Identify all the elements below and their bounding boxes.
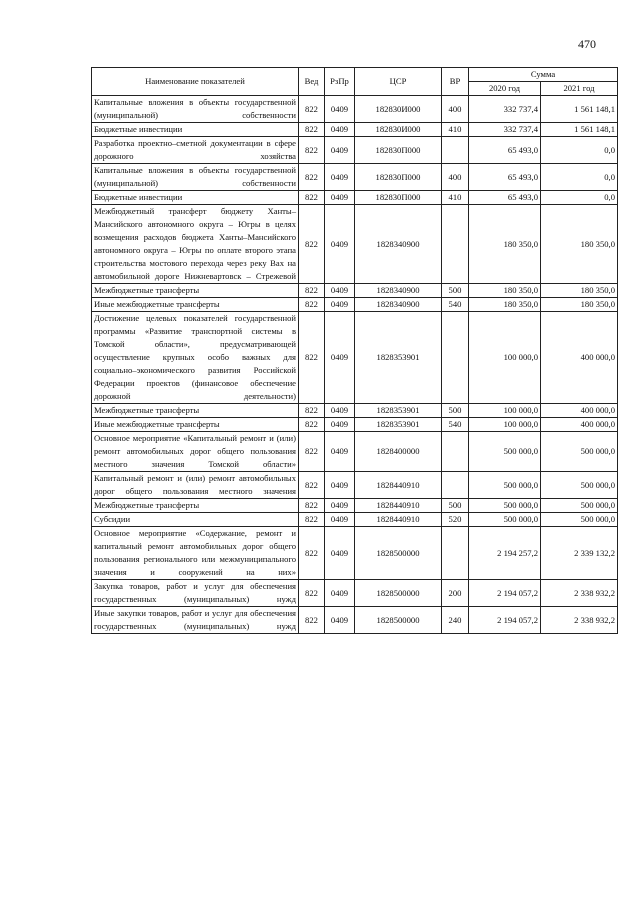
row-sum-2021: 1 561 148,1 xyxy=(541,96,618,123)
table-row xyxy=(92,298,618,312)
row-vr: 240 xyxy=(442,607,469,634)
row-ved: 822 xyxy=(299,96,325,123)
row-name: Иные закупки товаров, работ и услуг для обеспечения государственных (муниципальных) нужд xyxy=(92,607,299,634)
row-sum-2020: 2 194 257,2 xyxy=(469,527,541,580)
row-ved: 822 xyxy=(299,404,325,418)
row-sum-2021: 500 000,0 xyxy=(541,513,618,527)
row-name: Закупка товаров, работ и услуг для обеспечения государственных (муниципальных) нужд xyxy=(92,580,299,607)
row-name: Достижение целевых показателей государственной программы «Развитие транспортной системы в Томской области», предусматривающей осуществление крупных особо важных для социально–экономического развития Российской Федерации проектов (финансовое обеспечение дорожной деятельности) xyxy=(92,312,299,404)
row-vr xyxy=(442,205,469,284)
table-body xyxy=(92,96,618,634)
page-number: 470 xyxy=(578,37,596,51)
row-name: Капитальные вложения в объекты государственной (муниципальной) собственности xyxy=(92,164,299,191)
row-name: Бюджетные инвестиции xyxy=(92,191,299,205)
row-rzpr: 0409 xyxy=(325,298,355,312)
row-ved: 822 xyxy=(299,607,325,634)
row-vr xyxy=(442,472,469,499)
table-row xyxy=(92,191,618,205)
row-csr: 1828353901 xyxy=(355,404,442,418)
row-csr: 182830П000 xyxy=(355,191,442,205)
row-rzpr: 0409 xyxy=(325,607,355,634)
row-rzpr: 0409 xyxy=(325,205,355,284)
row-name: Бюджетные инвестиции xyxy=(92,123,299,137)
table-row xyxy=(92,432,618,472)
row-vr: 400 xyxy=(442,96,469,123)
row-csr: 1828500000 xyxy=(355,607,442,634)
row-sum-2021: 0,0 xyxy=(541,137,618,164)
row-ved: 822 xyxy=(299,205,325,284)
row-sum-2021: 400 000,0 xyxy=(541,312,618,404)
row-csr: 182830П000 xyxy=(355,164,442,191)
row-sum-2021: 1 561 148,1 xyxy=(541,123,618,137)
row-vr: 200 xyxy=(442,580,469,607)
row-ved: 822 xyxy=(299,284,325,298)
row-ved: 822 xyxy=(299,580,325,607)
row-sum-2020: 65 493,0 xyxy=(469,137,541,164)
table-row xyxy=(92,580,618,607)
row-sum-2020: 180 350,0 xyxy=(469,284,541,298)
row-sum-2020: 2 194 057,2 xyxy=(469,580,541,607)
row-vr: 500 xyxy=(442,284,469,298)
row-sum-2020: 100 000,0 xyxy=(469,418,541,432)
row-name: Иные межбюджетные трансферты xyxy=(92,418,299,432)
table-header xyxy=(92,68,618,96)
row-sum-2020: 180 350,0 xyxy=(469,205,541,284)
row-ved: 822 xyxy=(299,418,325,432)
row-rzpr: 0409 xyxy=(325,513,355,527)
row-csr: 1828440910 xyxy=(355,513,442,527)
table-row xyxy=(92,284,618,298)
row-vr: 500 xyxy=(442,499,469,513)
row-rzpr: 0409 xyxy=(325,580,355,607)
table-row xyxy=(92,123,618,137)
row-ved: 822 xyxy=(299,432,325,472)
row-csr: 1828400000 xyxy=(355,432,442,472)
row-sum-2020: 332 737,4 xyxy=(469,96,541,123)
row-csr: 1828440910 xyxy=(355,472,442,499)
row-csr: 1828340900 xyxy=(355,205,442,284)
row-vr: 540 xyxy=(442,298,469,312)
row-csr: 1828340900 xyxy=(355,284,442,298)
row-sum-2020: 65 493,0 xyxy=(469,191,541,205)
row-rzpr: 0409 xyxy=(325,432,355,472)
row-vr: 410 xyxy=(442,191,469,205)
table-row xyxy=(92,472,618,499)
row-ved: 822 xyxy=(299,164,325,191)
table-row xyxy=(92,205,618,284)
table-row xyxy=(92,499,618,513)
row-csr: 1828440910 xyxy=(355,499,442,513)
row-name: Межбюджетный трансферт бюджету Ханты–Мансийского автономного округа – Югры в целях возмещения расходов бюджета Ханты–Мансийского автономного округа – Югры по оплате второго этапа строительства мостового перехода через реку Вах на автомобильной дороге Нижневартовск – Стрежевой xyxy=(92,205,299,284)
row-name: Иные межбюджетные трансферты xyxy=(92,298,299,312)
row-csr: 1828500000 xyxy=(355,527,442,580)
row-name: Капитальный ремонт и (или) ремонт автомобильных дорог общего пользования местного значения xyxy=(92,472,299,499)
header-vr: ВР xyxy=(442,68,469,96)
row-sum-2021: 400 000,0 xyxy=(541,404,618,418)
row-name: Капитальные вложения в объекты государственной (муниципальной) собственности xyxy=(92,96,299,123)
row-rzpr: 0409 xyxy=(325,312,355,404)
row-vr: 410 xyxy=(442,123,469,137)
row-sum-2021: 0,0 xyxy=(541,191,618,205)
row-csr: 1828500000 xyxy=(355,580,442,607)
row-csr: 1828353901 xyxy=(355,312,442,404)
row-sum-2021: 180 350,0 xyxy=(541,205,618,284)
row-sum-2021: 400 000,0 xyxy=(541,418,618,432)
row-csr: 182830П000 xyxy=(355,137,442,164)
row-sum-2020: 180 350,0 xyxy=(469,298,541,312)
row-csr: 182830И000 xyxy=(355,123,442,137)
table-row xyxy=(92,607,618,634)
row-name: Основное мероприятие «Капитальный ремонт и (или) ремонт автомобильных дорог общего пользования местного значения Томской области» xyxy=(92,432,299,472)
row-sum-2020: 100 000,0 xyxy=(469,312,541,404)
row-name: Межбюджетные трансферты xyxy=(92,404,299,418)
row-name: Разработка проектно–сметной документации в сфере дорожного хозяйства xyxy=(92,137,299,164)
row-sum-2021: 180 350,0 xyxy=(541,284,618,298)
table-row xyxy=(92,513,618,527)
row-sum-2020: 500 000,0 xyxy=(469,513,541,527)
row-vr: 540 xyxy=(442,418,469,432)
table-row xyxy=(92,418,618,432)
row-ved: 822 xyxy=(299,123,325,137)
header-sum: Сумма xyxy=(469,68,618,82)
row-name: Основное мероприятие «Содержание, ремонт и капитальный ремонт автомобильных дорог общего пользования регионального или межмуниципального значения и сооружений на них» xyxy=(92,527,299,580)
row-vr xyxy=(442,137,469,164)
row-name: Межбюджетные трансферты xyxy=(92,284,299,298)
table-row xyxy=(92,404,618,418)
row-ved: 822 xyxy=(299,191,325,205)
header-name: Наименование показателей xyxy=(92,68,299,96)
row-rzpr: 0409 xyxy=(325,418,355,432)
budget-table xyxy=(91,67,618,634)
header-ved: Вед xyxy=(299,68,325,96)
header-rzpr: РзПр xyxy=(325,68,355,96)
row-vr: 520 xyxy=(442,513,469,527)
row-ved: 822 xyxy=(299,137,325,164)
row-csr: 182830И000 xyxy=(355,96,442,123)
row-sum-2021: 2 338 932,2 xyxy=(541,607,618,634)
row-name: Субсидии xyxy=(92,513,299,527)
header-csr: ЦСР xyxy=(355,68,442,96)
header-2021: 2021 год xyxy=(541,82,618,96)
row-ved: 822 xyxy=(299,499,325,513)
row-name: Межбюджетные трансферты xyxy=(92,499,299,513)
row-rzpr: 0409 xyxy=(325,472,355,499)
row-sum-2021: 500 000,0 xyxy=(541,432,618,472)
row-rzpr: 0409 xyxy=(325,284,355,298)
row-vr: 400 xyxy=(442,164,469,191)
row-rzpr: 0409 xyxy=(325,123,355,137)
row-ved: 822 xyxy=(299,513,325,527)
row-sum-2021: 500 000,0 xyxy=(541,499,618,513)
row-rzpr: 0409 xyxy=(325,191,355,205)
table-row xyxy=(92,137,618,164)
row-sum-2021: 2 338 932,2 xyxy=(541,580,618,607)
row-rzpr: 0409 xyxy=(325,137,355,164)
row-sum-2020: 500 000,0 xyxy=(469,432,541,472)
row-sum-2020: 332 737,4 xyxy=(469,123,541,137)
row-rzpr: 0409 xyxy=(325,527,355,580)
row-rzpr: 0409 xyxy=(325,164,355,191)
row-csr: 1828340900 xyxy=(355,298,442,312)
header-2020: 2020 год xyxy=(469,82,541,96)
table-row xyxy=(92,527,618,580)
row-vr xyxy=(442,312,469,404)
row-vr: 500 xyxy=(442,404,469,418)
table-row xyxy=(92,164,618,191)
table-row xyxy=(92,312,618,404)
row-sum-2020: 100 000,0 xyxy=(469,404,541,418)
row-sum-2021: 180 350,0 xyxy=(541,298,618,312)
table-row xyxy=(92,96,618,123)
row-sum-2021: 0,0 xyxy=(541,164,618,191)
row-ved: 822 xyxy=(299,298,325,312)
row-rzpr: 0409 xyxy=(325,404,355,418)
row-vr xyxy=(442,432,469,472)
row-csr: 1828353901 xyxy=(355,418,442,432)
row-ved: 822 xyxy=(299,312,325,404)
row-rzpr: 0409 xyxy=(325,96,355,123)
row-sum-2020: 2 194 057,2 xyxy=(469,607,541,634)
row-vr xyxy=(442,527,469,580)
row-sum-2020: 500 000,0 xyxy=(469,472,541,499)
row-sum-2021: 2 339 132,2 xyxy=(541,527,618,580)
row-sum-2021: 500 000,0 xyxy=(541,472,618,499)
row-sum-2020: 65 493,0 xyxy=(469,164,541,191)
row-sum-2020: 500 000,0 xyxy=(469,499,541,513)
row-ved: 822 xyxy=(299,472,325,499)
row-ved: 822 xyxy=(299,527,325,580)
row-rzpr: 0409 xyxy=(325,499,355,513)
